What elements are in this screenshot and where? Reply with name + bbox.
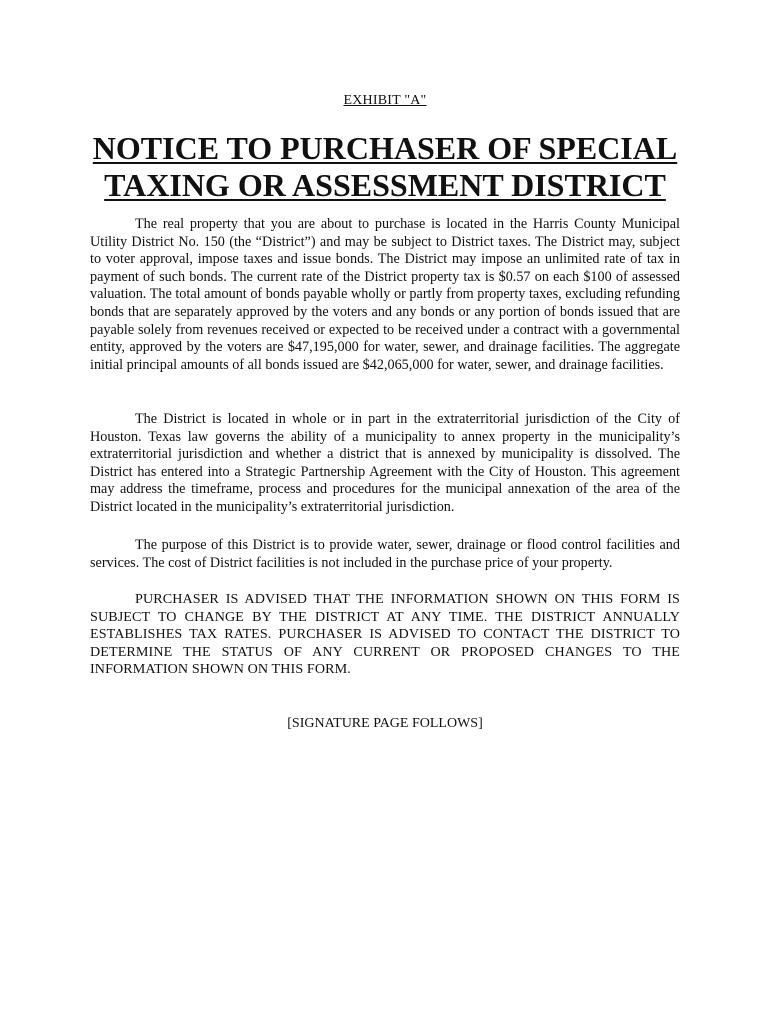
paragraph-annexation (90, 411, 680, 517)
page-title: NOTICE TO PURCHASER OF SPECIAL TAXING OR ASSESSMENT DISTRICT (92, 130, 678, 203)
paragraph-purpose (90, 537, 680, 572)
paragraph-district-taxes (90, 216, 680, 374)
paragraph-purchaser-advisory (90, 591, 680, 679)
exhibit-label: EXHIBIT "A" (343, 93, 427, 108)
paragraph-text: The District is located in whole or in part in the extraterritorial jurisdiction of the City of Houston. Texas law governs the ability of a municipality to annex property in the municipality’s extraterritorial jurisdiction and whether a district that is annexed by municipality is dissolved. The District has entered into a Strategic Partnership Agreement with the City of Houston. This agreement may address the timeframe, process and procedures for the municipal annexation of the area of the District located in the municipality’s extraterritorial jurisdiction. (90, 411, 680, 515)
paragraph-text: PURCHASER IS ADVISED THAT THE INFORMATION SHOWN ON THIS FORM IS SUBJECT TO CHANGE BY THE DISTRICT AT ANY TIME. THE DISTRICT ANNUALLY ESTABLISHES TAX RATES. PURCHASER IS ADVISED TO CONTACT THE DISTRICT TO DETERMINE THE STATUS OF ANY CURRENT OR PROPOSED CHANGES TO THE INFORMATION SHOWN ON THIS FORM. (90, 591, 680, 678)
paragraph-text: The real property that you are about to purchase is located in the Harris County Municipal Utility District No. 150 (the “District”) and may be subject to District taxes. The District may, subject to voter approval, impose taxes and issue bonds. The District may impose an unlimited rate of tax in payment of such bonds. The current rate of the District property tax is $0.57 on each $100 of assessed valuation. The total amount of bonds payable wholly or partly from property taxes, excluding refunding bonds that are separately approved by the voters and any bonds or any portion of bonds issued that are payable solely from revenues received or expected to be received under a contract with a governmental entity, approved by the voters are $47,195,000 for water, sewer, and drainage facilities. The aggregate initial principal amounts of all bonds issued are $42,065,000 for water, sewer, and drainage facilities. (90, 216, 680, 373)
signature-page-note: [SIGNATURE PAGE FOLLOWS] (287, 716, 483, 731)
paragraph-text: The purpose of this District is to provide water, sewer, drainage or flood control facilities and services. The cost of District facilities is not included in the purchase price of your property. (90, 537, 680, 571)
